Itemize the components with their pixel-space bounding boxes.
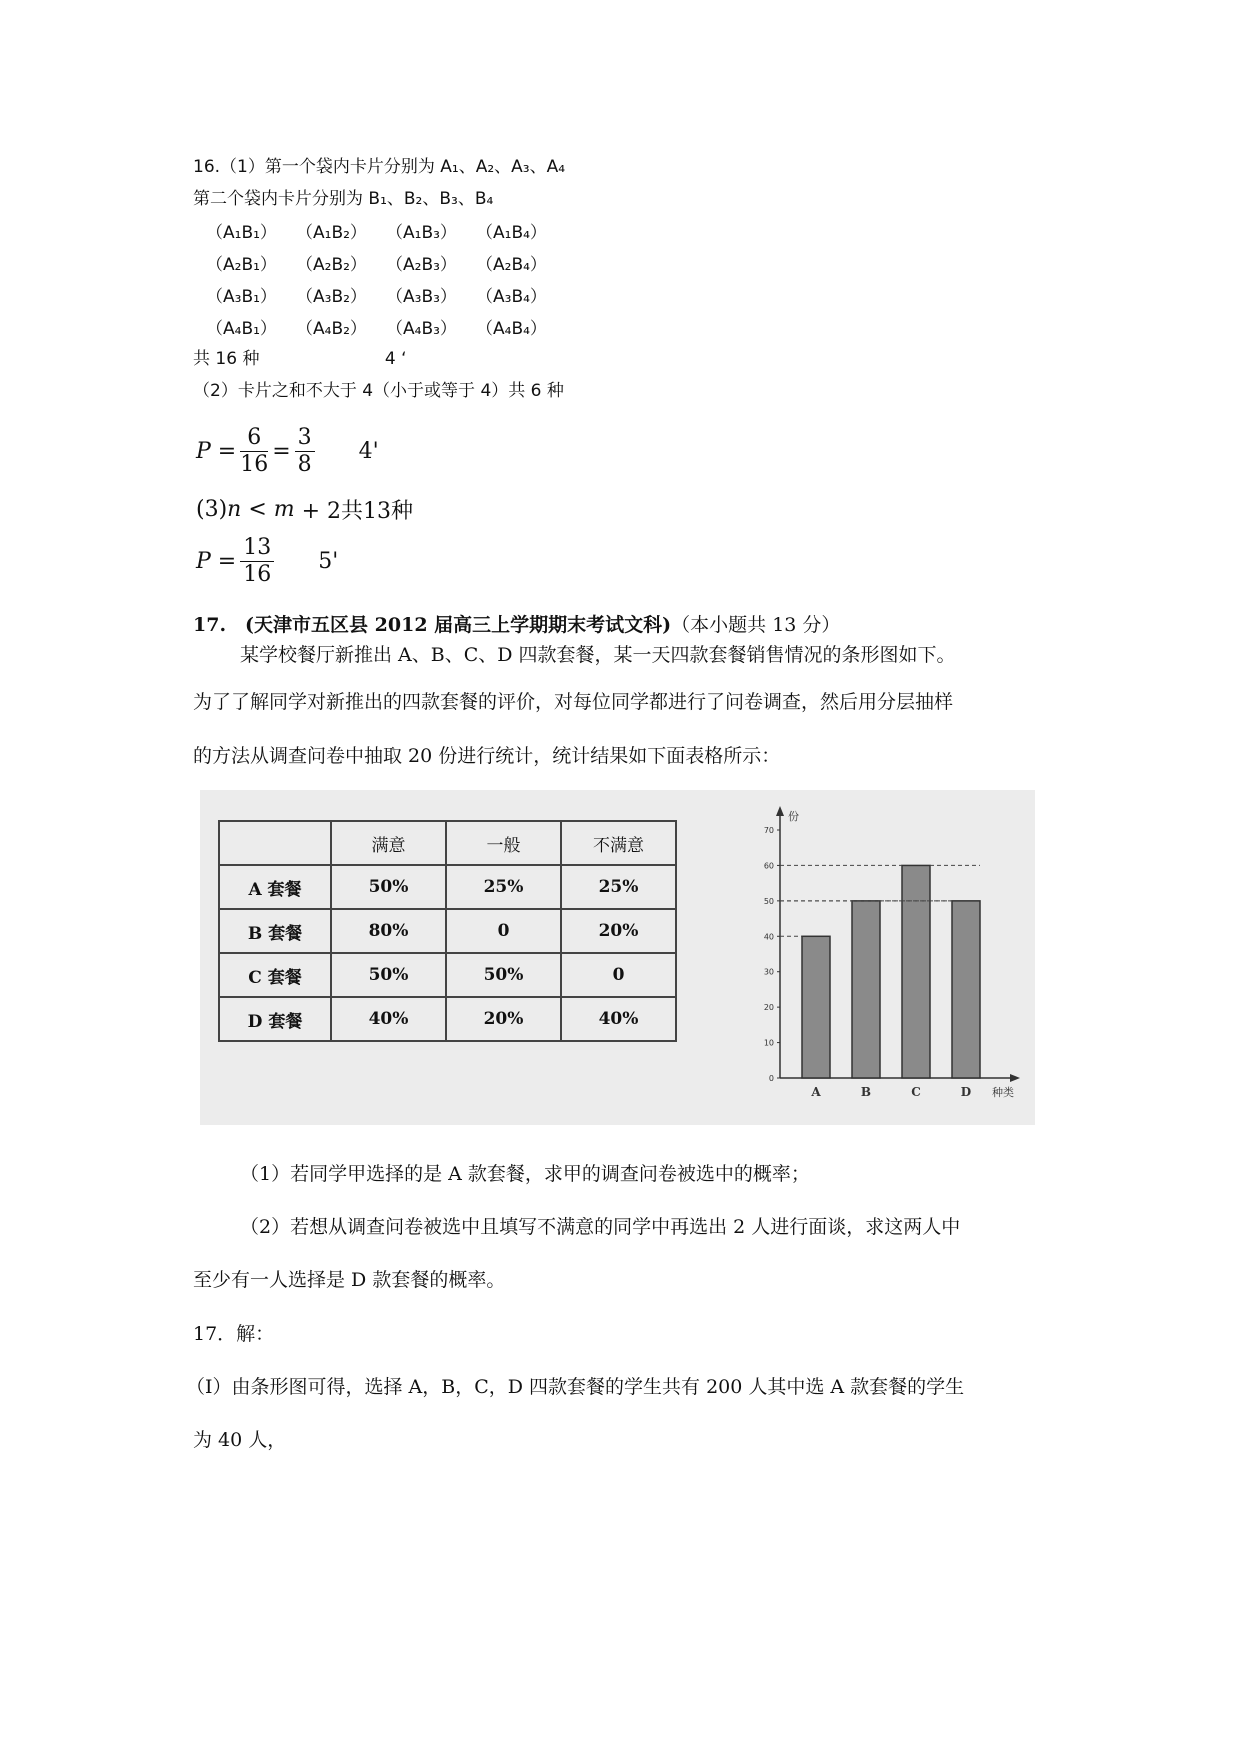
x-tick-label: A (811, 1085, 821, 1099)
q17-intro-3: 的方法从调查问卷中抽取 20 份进行统计，统计结果如下面表格所示： (193, 745, 781, 767)
x-tick-label: D (960, 1085, 972, 1099)
y-tick-label: 20 (763, 1003, 774, 1013)
table-cell: 20% (561, 909, 676, 953)
y-axis-label: 份 (788, 810, 799, 823)
y-tick-label: 40 (763, 932, 774, 942)
bar-c (902, 865, 930, 1078)
pair-cell: （A₂B₂） (296, 255, 367, 275)
y-tick-label: 10 (763, 1038, 774, 1048)
q16-total (193, 346, 406, 372)
x-axis-label: 种类 (992, 1086, 1014, 1099)
p2-mark: 5' (318, 549, 339, 574)
p1-mark: 4' (358, 439, 379, 464)
x-tick-label: B (860, 1085, 872, 1099)
q17-sub1: （1）若同学甲选择的是 A 款套餐，求甲的调查问卷被选中的概率； (240, 1163, 810, 1185)
pairs-row (206, 218, 566, 250)
p2-den: 16 (243, 562, 272, 587)
table-header-cell: 一般 (446, 821, 561, 865)
p1-frac-b (295, 425, 315, 478)
table-row (219, 953, 676, 997)
y-tick-label: 0 (768, 1074, 774, 1083)
survey-table (218, 820, 677, 1042)
q16-total-text: 共 16 种 (193, 349, 260, 369)
pair-cell: （A₂B₃） (386, 255, 457, 275)
y-tick-label: 50 (763, 896, 774, 906)
p1-lhs: P = (196, 439, 237, 464)
p1-num2: 3 (295, 425, 315, 452)
pair-cell: （A₃B₂） (296, 287, 367, 307)
pair-cell: （A₃B₁） (206, 287, 277, 307)
table-cell: 40% (331, 997, 446, 1041)
pair-cell: （A₄B₄） (476, 319, 547, 339)
pairs-row (206, 282, 566, 314)
bar-d (952, 901, 980, 1078)
q17-sub2-a: （2）若想从调查问卷被选中且填写不满意的同学中再选出 2 人进行面谈，求这两人中 (240, 1216, 961, 1238)
q17-solution-head: 17．解： (193, 1323, 275, 1345)
table-cell: 0 (561, 953, 676, 997)
q16-pairs-grid (206, 218, 566, 346)
q17-heading-points: （本小题共 13 分） (671, 614, 841, 636)
q17-sub2-b: 至少有一人选择是 D 款套餐的概率。 (193, 1269, 506, 1291)
part3-prefix: (3) (196, 497, 228, 522)
survey-figure (200, 790, 1035, 1125)
pair-cell: （A₃B₃） (386, 287, 457, 307)
pair-cell: （A₃B₄） (476, 287, 547, 307)
pair-cell: （A₁B₄） (476, 223, 547, 243)
table-cell: 50% (331, 865, 446, 909)
table-cell: 40% (561, 997, 676, 1041)
table-cell: 50% (446, 953, 561, 997)
y-axis-arrow (776, 806, 784, 816)
table-header-row (219, 821, 676, 865)
table-row-label: A 套餐 (219, 865, 331, 909)
bar-b (852, 901, 880, 1078)
pair-cell: （A₄B₁） (206, 319, 277, 339)
x-axis-arrow (1010, 1074, 1020, 1082)
y-tick-label: 70 (763, 826, 774, 835)
pair-cell: （A₁B₁） (206, 223, 277, 243)
q16-line2: 第二个袋内卡片分别为 B₁、B₂、B₃、B₄ (193, 189, 494, 209)
table-cell: 0 (446, 909, 561, 953)
part3-rest: + 2共13种 (294, 499, 414, 524)
table-row (219, 865, 676, 909)
table-row-label: D 套餐 (219, 997, 331, 1041)
p2-lhs: P = (196, 549, 237, 574)
table-cell: 20% (446, 997, 561, 1041)
pairs-row (206, 314, 566, 346)
pair-cell: （A₄B₂） (296, 319, 367, 339)
q17-heading-source: 17. (天津市五区县 2012 届高三上学期期末考试文科) (193, 614, 672, 636)
p2-frac (240, 535, 274, 588)
sales-bar-chart (740, 800, 1030, 1120)
q16-total-mark: 4 ‘ (384, 349, 407, 369)
table-row-label: C 套餐 (219, 953, 331, 997)
q17-intro-2: 为了了解同学对新推出的四款套餐的评价，对每位同学都进行了问卷调查，然后用分层抽样 (193, 691, 954, 713)
q17-solution-1: （Ⅰ）由条形图可得，选择 A，B，C，D 四款套餐的学生共有 200 人其中选 A 款套餐的学生 (186, 1376, 965, 1398)
pair-cell: （A₂B₄） (476, 255, 547, 275)
q17-solution-2: 为 40 人， (193, 1429, 287, 1451)
p1-eq: = (272, 439, 291, 464)
p2-num: 13 (240, 535, 274, 562)
table-row (219, 997, 676, 1041)
q17-intro-1: 某学校餐厅新推出 A、B、C、D 四款套餐，某一天四款套餐销售情况的条形图如下。 (240, 644, 956, 666)
table-cell: 80% (331, 909, 446, 953)
pair-cell: （A₄B₃） (386, 319, 457, 339)
pair-cell: （A₁B₃） (386, 223, 457, 243)
table-header-cell: 满意 (331, 821, 446, 865)
table-row (219, 909, 676, 953)
q16-part2: （2）卡片之和不大于 4（小于或等于 4）共 6 种 (193, 381, 564, 401)
table-header-cell (219, 821, 331, 865)
pair-cell: （A₂B₁） (206, 255, 277, 275)
q17-heading (193, 612, 840, 638)
table-header-cell: 不满意 (561, 821, 676, 865)
bar-a (802, 936, 830, 1078)
table-row-label: B 套餐 (219, 909, 331, 953)
p1-num1: 6 (240, 425, 268, 452)
table-cell: 50% (331, 953, 446, 997)
y-tick-label: 30 (763, 967, 774, 977)
table-cell: 25% (446, 865, 561, 909)
q16-probability-2 (196, 535, 338, 588)
q16-part3 (196, 494, 413, 525)
part3-m: m (273, 497, 295, 522)
p1-den2: 8 (297, 452, 312, 477)
q16-probability-1 (196, 425, 379, 478)
pairs-row (206, 250, 566, 282)
x-tick-label: C (911, 1085, 921, 1099)
q16-line1: 16.（1）第一个袋内卡片分别为 A₁、A₂、A₃、A₄ (193, 157, 566, 177)
part3-n: n (227, 497, 242, 522)
y-tick-label: 60 (763, 861, 774, 871)
p1-frac-a (240, 425, 268, 478)
pair-cell: （A₁B₂） (296, 223, 367, 243)
part3-lt: < (241, 497, 274, 522)
table-cell: 25% (561, 865, 676, 909)
p1-den1: 16 (240, 452, 269, 477)
